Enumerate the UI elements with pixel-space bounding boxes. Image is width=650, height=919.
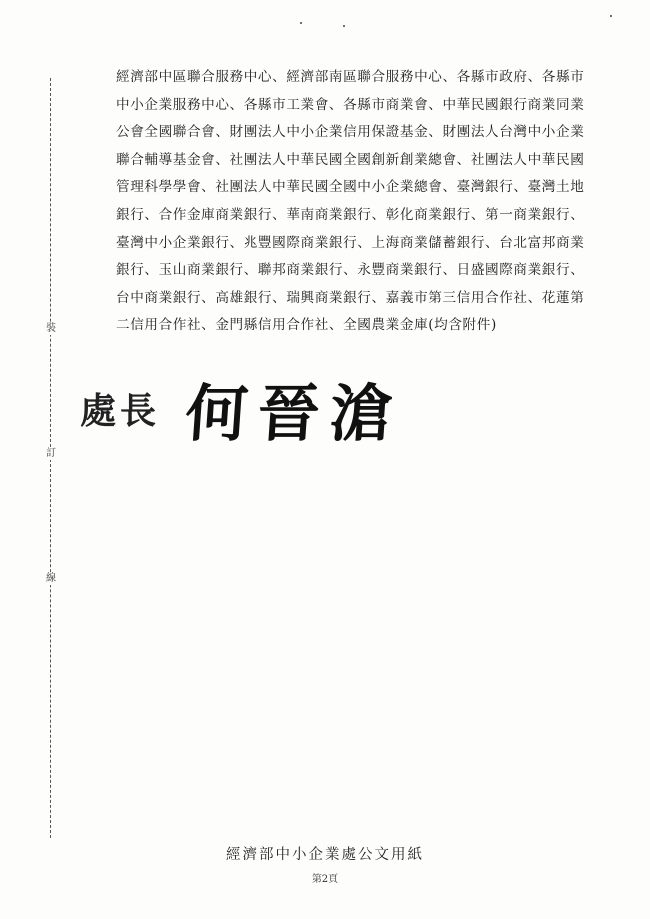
scan-speck	[300, 22, 302, 24]
recipient-line: 聯合輔導基金會、社團法人中華民國全國創新創業總會、社團法人中華民國	[116, 151, 585, 168]
recipient-line: 臺灣中小企業銀行、兆豐國際商業銀行、上海商業儲蓄銀行、台北富邦商業	[116, 234, 585, 251]
signature-block	[80, 368, 405, 450]
recipient-line: 中小企業服務中心、各縣市工業會、各縣市商業會、中華民國銀行商業同業	[116, 96, 585, 113]
recipient-line: 銀行、合作金庫商業銀行、華南商業銀行、彰化商業銀行、第一商業銀行、	[116, 206, 585, 223]
signatory-name: 何晉滄	[183, 376, 405, 450]
recipient-list	[116, 64, 596, 340]
binding-mark-ding: 訂	[46, 448, 56, 459]
binding-mark-xian: 線	[46, 573, 56, 584]
recipient-line: 公會全國聯合會、財團法人中小企業信用保證基金、財團法人台灣中小企業	[116, 124, 585, 141]
recipient-line: 台中商業銀行、高雄銀行、瑞興商業銀行、嘉義市第三信用合作社、花蓮第	[116, 289, 585, 306]
page-number: 第2頁	[311, 874, 339, 885]
recipient-line: 管理科學學會、社團法人中華民國全國中小企業總會、臺灣銀行、臺灣土地	[116, 179, 585, 196]
signatory-title: 處長	[80, 389, 161, 432]
recipient-line: 經濟部中區聯合服務中心、經濟部南區聯合服務中心、各縣市政府、各縣市	[116, 69, 585, 85]
recipient-line: 二信用合作社、金門縣信用合作社、全國農業金庫(均含附件)	[116, 317, 497, 334]
binding-mark-zhuang: 裝	[46, 323, 56, 334]
scan-speck	[610, 15, 612, 17]
letterhead-footer: 經濟部中小企業處公文用紙	[226, 847, 424, 863]
scan-speck	[343, 25, 345, 27]
recipient-line: 銀行、玉山商業銀行、聯邦商業銀行、永豐商業銀行、日盛國際商業銀行、	[116, 262, 585, 279]
